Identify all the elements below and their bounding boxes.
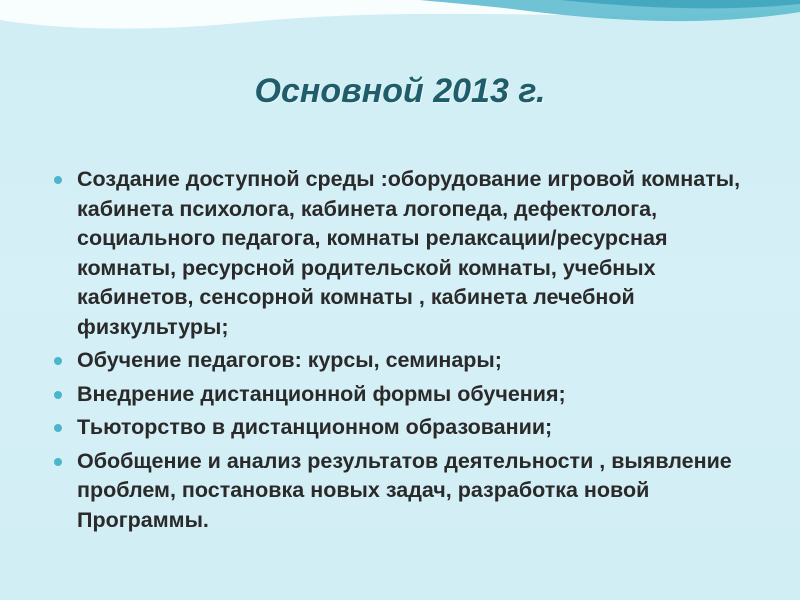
bullet-text: Внедрение дистанционной формы обучения; xyxy=(77,381,566,406)
bullet-text: Создание доступной среды :оборудование игровой комнаты, кабинета психолога, кабинета логопеда, дефектолога, социального педагога, комнаты релаксации/ресурсная комнаты, ресурсной родительской комнаты, учебных кабинетов, сенсорной комнаты , кабинета лечебной физкультуры; xyxy=(77,167,741,339)
slide-title: Основной 2013 г. xyxy=(254,72,546,110)
bullet-list xyxy=(52,165,752,539)
bullet-icon xyxy=(54,391,62,399)
bullet-text: Обучение педагогов: курсы, семинары; xyxy=(77,348,502,372)
bullet-icon xyxy=(54,424,62,432)
bullet-item xyxy=(52,447,752,536)
bullet-item xyxy=(52,380,752,410)
bullet-icon xyxy=(54,458,62,466)
bullet-text: Обобщение и анализ результатов деятельности , выявление проблем, постановка новых задач, разработка новой Программы. xyxy=(77,448,732,532)
decorative-wave xyxy=(0,0,800,80)
bullet-icon xyxy=(54,357,62,365)
bullet-item xyxy=(52,413,752,443)
bullet-item xyxy=(52,165,752,342)
bullet-text: Тьюторство в дистанционном образовании; xyxy=(77,415,553,439)
bullet-icon xyxy=(54,176,62,184)
bullet-item xyxy=(52,346,752,376)
